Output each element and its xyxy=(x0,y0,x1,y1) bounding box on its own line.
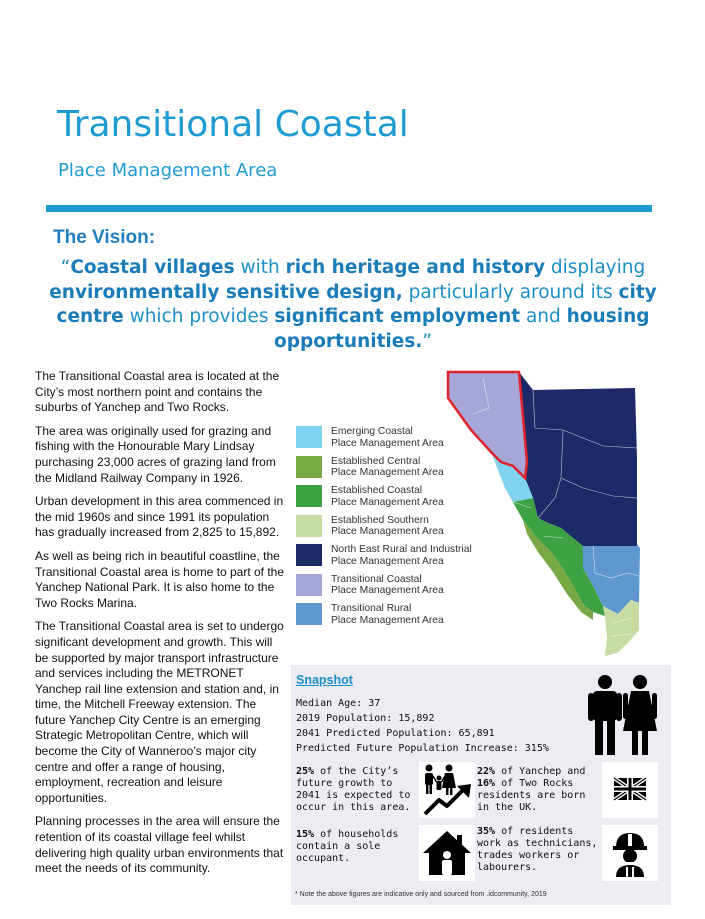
worker-icon-box xyxy=(602,825,658,881)
page-title: Transitional Coastal xyxy=(57,104,409,145)
legend-label-line2: Place Management Area xyxy=(331,496,444,508)
vision-quote-emphasis: city centre xyxy=(56,281,657,327)
vision-heading: The Vision: xyxy=(53,227,156,248)
stat-trades-workers: 35% of residents work as technicians, trades workers or labourers. xyxy=(477,826,598,873)
intro-paragraph: Planning processes in the area will ensure the retention of its coastal village feel whilst delivering high quality urban environments that meet the needs of its community. xyxy=(35,814,284,876)
vision-quote-emphasis: significant employment xyxy=(274,306,521,327)
legend-label-line2: Place Management Area xyxy=(331,555,444,567)
legend-label-line1: Transitional Coastal xyxy=(331,573,422,585)
people-icon xyxy=(587,673,659,757)
vision-quote-text: which provides xyxy=(123,306,275,327)
legend-label-line1: Established Coastal xyxy=(331,485,423,496)
vision-quote-emphasis: rich heritage and history xyxy=(285,257,546,278)
legend-swatch xyxy=(296,544,322,566)
house-icon-box xyxy=(419,825,475,881)
uk-flag-icon xyxy=(602,762,658,818)
legend-label-line1: North East Rural and Industrial xyxy=(331,544,472,555)
growth-icon-box xyxy=(419,762,475,818)
snapshot-2019-population: 2019 Population: 15,892 xyxy=(296,713,435,724)
family-growth-icon xyxy=(419,762,475,818)
vision-quote xyxy=(40,256,666,354)
snapshot-title: Snapshot xyxy=(296,673,353,687)
legend-swatch xyxy=(296,485,322,507)
legend-label-line2: Place Management Area xyxy=(331,526,444,537)
stat-sole-occupant: 15% of households contain a sole occupant. xyxy=(296,829,399,864)
stat-future-growth: 25% of the City’s future growth to 2041 is expected to occur in this area. xyxy=(296,766,411,813)
intro-text xyxy=(35,369,285,885)
snapshot-population-increase: Predicted Future Population Increase: 315% xyxy=(296,743,549,754)
map-region-transitional-coastal xyxy=(448,372,527,478)
legend-swatch xyxy=(296,574,322,596)
legend-swatch xyxy=(296,603,322,625)
vision-quote-text: with xyxy=(234,257,286,278)
vision-quote-text: particularly around its xyxy=(402,281,619,303)
header-divider xyxy=(46,205,652,212)
uk-flag-icon-box xyxy=(602,762,658,818)
vision-quote-emphasis: environmentally sensitive design, xyxy=(49,281,403,303)
legend-swatch xyxy=(296,515,322,537)
construction-worker-icon xyxy=(602,825,658,881)
intro-paragraph: As well as being rich in beautiful coastline, the Transitional Coastal area is home to part of the Yanchep National Park. It is also home to the Two Rocks Marina. xyxy=(35,548,285,610)
legend-label-line1: Established Southern xyxy=(331,514,429,526)
page-subtitle: Place Management Area xyxy=(58,160,278,181)
intro-paragraph: The Transitional Coastal area is set to undergo significant development and growth. This will be supported by major transport infrastructure and services including the METRONET Yanchep rail line extension and station and, in time, the Mitchell Freeway extension. The future Yanchep City Centre is an emerging Strategic Metropolitan Centre, which will become the City of Wanneroo’s major city centre and offer a range of housing, employment, recreation and leisure opportunities. xyxy=(35,619,284,805)
vision-quote-emphasis: Coastal villages xyxy=(70,257,235,278)
legend-label-line1: Transitional Rural xyxy=(331,603,412,614)
intro-paragraph: The area was originally used for grazing and fishing with the Honourable Mary Lindsay purchasing 23,000 acres of grazing land from the Midland Railway Company in 1926. xyxy=(35,423,276,485)
vision-quote-text: ” xyxy=(422,330,432,352)
legend-label-line2: Place Management Area xyxy=(331,467,444,478)
legend-swatch xyxy=(296,426,322,448)
legend-label-line2: Place Management Area xyxy=(331,585,444,596)
snapshot-2041-population: 2041 Predicted Population: 65,891 xyxy=(296,728,495,739)
legend-label-line1: Emerging Coastal xyxy=(331,426,413,437)
legend-label-line1: Established Central xyxy=(331,455,421,467)
vision-quote-text: displaying xyxy=(545,257,646,278)
vision-quote-text: “ xyxy=(60,257,71,278)
snapshot-footnote: * Note the above figures are indicative only and sourced from .idcommunity, 2019 xyxy=(295,891,547,898)
snapshot-median-age: Median Age: 37 xyxy=(296,698,381,709)
intro-paragraph: Urban development in this area commenced in the mid 1960s and since 1991 its population has gradually increased from 2,825 to 15,892. xyxy=(35,494,284,540)
intro-paragraph: The Transitional Coastal area is located at the City’s most northern point and contains the suburbs of Yanchep and Two Rocks. xyxy=(35,369,280,415)
legend-label-line2: Place Management Area xyxy=(331,437,444,449)
stat-born-in-uk: 22% of Yanchep and 16% of Two Rocks residents are born in the UK. xyxy=(477,766,586,813)
vision-quote-emphasis: housing opportunities. xyxy=(274,306,650,352)
snapshot-panel xyxy=(291,665,671,905)
legend-swatch xyxy=(296,456,322,478)
house-person-icon xyxy=(419,825,475,881)
legend-label-line2: Place Management Area xyxy=(331,614,444,626)
area-map xyxy=(443,368,673,660)
vision-quote-text: and xyxy=(520,306,567,327)
